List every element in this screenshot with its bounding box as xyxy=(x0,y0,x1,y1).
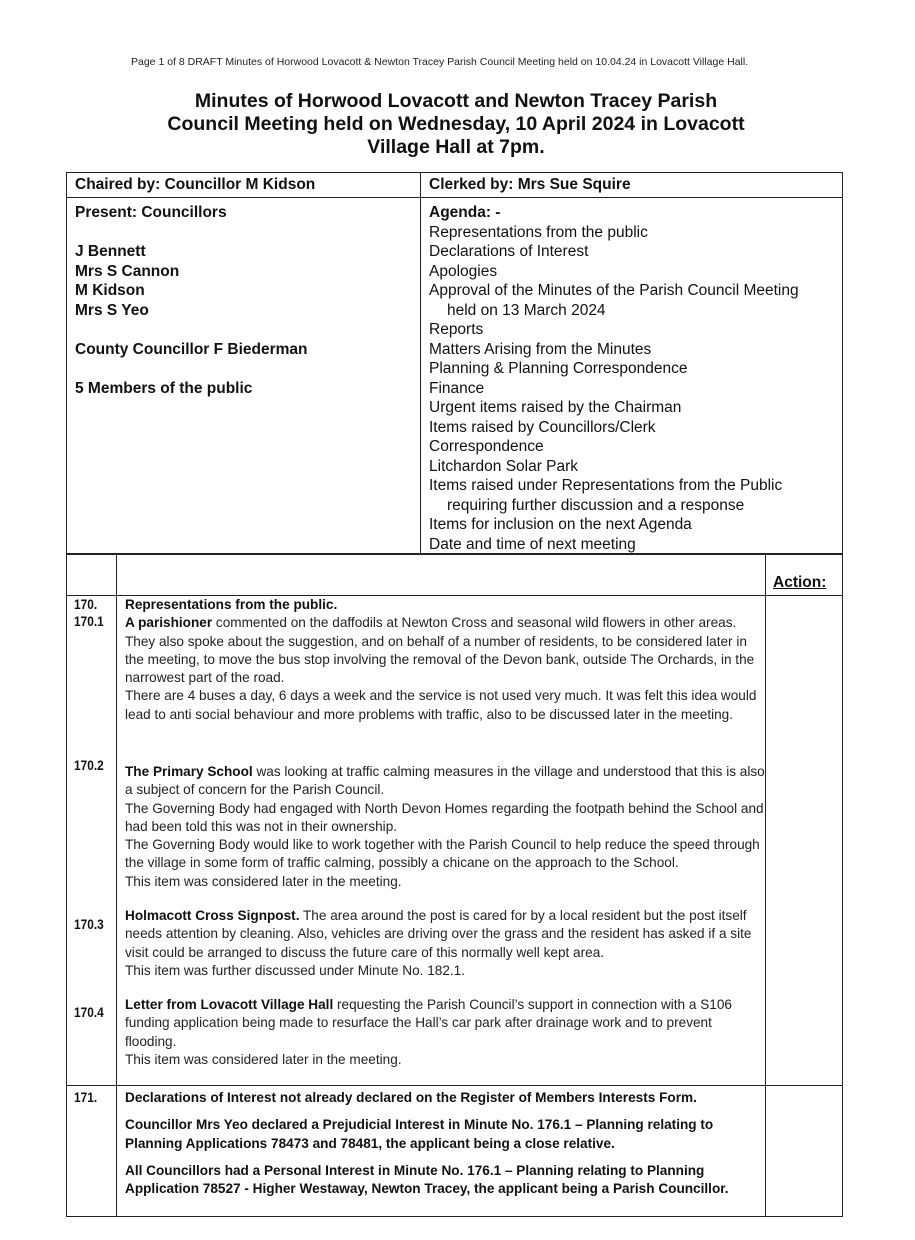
agenda-item: Declarations of Interest xyxy=(429,243,589,260)
header-table-col-divider xyxy=(420,172,421,554)
councillor-name: Mrs S Cannon xyxy=(75,262,180,280)
agenda-item: Urgent items raised by the Chairman xyxy=(429,399,682,416)
header-table-row-divider xyxy=(66,197,843,198)
minute-lead: Letter from Lovacott Village Hall xyxy=(125,997,334,1012)
minute-number: 170.3 xyxy=(74,917,104,932)
agenda-item: Finance xyxy=(429,379,485,397)
minute-lead: Holmacott Cross Signpost. xyxy=(125,908,300,923)
page-header: Page 1 of 8 DRAFT Minutes of Horwood Lovacott & Newton Tracey Parish Council Meeting held on 10.04.24 in Lovacott Village Hall. xyxy=(131,56,749,68)
minute-text: was looking at traffic calming measures in the village and understood that this is also a subject of concern for the Parish Council. xyxy=(125,764,765,798)
minute-heading: Declarations of Interest not already declared on the Register of Members Interests Form. xyxy=(125,1090,697,1105)
action-column-heading: Action: xyxy=(773,574,827,591)
minute-number: 170.2 xyxy=(74,758,104,773)
agenda-item: Matters Arising from the Minutes xyxy=(429,340,652,358)
title-line-3: Village Hall at 7pm. xyxy=(367,136,545,158)
county-councillor: County Councillor F Biederman xyxy=(75,340,308,358)
minute-number: 170.1 xyxy=(74,614,104,629)
minutes-num-col-divider xyxy=(116,554,117,1217)
minute-number: 171. xyxy=(74,1090,98,1105)
members-of-public: 5 Members of the public xyxy=(75,379,253,397)
agenda-item: Items raised under Representations from the Public xyxy=(429,477,783,494)
minute-lead: The Primary School xyxy=(125,764,253,779)
minute-text: requesting the Parish Council’s support in connection with a S106 funding application being made to resurface the Hall’s car park after drainage work and to prevent flooding. xyxy=(125,997,732,1049)
minute-text: There are 4 buses a day, 6 days a week and the service is not used very much. It was felt this idea would lead to anti social behaviour and more problems with traffic, also to be discussed later in the meeting. xyxy=(125,688,757,722)
minute-text: The Governing Body would like to work together with the Parish Council to help reduce the speed through the village in some form of traffic calming, possibly a chicane on the approach to the School. xyxy=(125,837,760,871)
title-line-2: Council Meeting held on Wednesday, 10 April 2024 in Lovacott xyxy=(167,113,745,135)
agenda-item: Items raised by Councillors/Clerk xyxy=(429,418,656,436)
minute-text: The Governing Body had engaged with North Devon Homes regarding the footpath behind the School and had been told this was not in their ownership. xyxy=(125,800,764,834)
minute-170-4 xyxy=(125,996,765,1069)
minute-170-1 xyxy=(125,596,765,724)
page-title xyxy=(66,90,846,159)
present-heading: Present: Councillors xyxy=(75,204,227,221)
agenda-list xyxy=(429,203,849,554)
agenda-item: Correspondence xyxy=(429,438,544,455)
minute-text: Councillor Mrs Yeo declared a Prejudicial Interest in Minute No. 176.1 – Planning relating to Planning Applications 78473 and 78481, the applicant being a close relative. xyxy=(125,1117,714,1151)
minute-170-2 xyxy=(125,763,765,891)
councillor-name: M Kidson xyxy=(75,282,145,299)
agenda-item: Litchardon Solar Park xyxy=(429,457,579,475)
chaired-by: Chaired by: Councillor M Kidson xyxy=(75,176,316,193)
minute-heading: Representations from the public. xyxy=(125,597,338,612)
agenda-item: held on 13 March 2024 xyxy=(447,301,606,319)
minute-number: 170. xyxy=(74,597,98,612)
minute-text: This item was further discussed under Minute No. 182.1. xyxy=(125,962,466,978)
minutes-row-divider xyxy=(66,1085,843,1086)
title-line-1: Minutes of Horwood Lovacott and Newton Tracey Parish xyxy=(194,90,718,112)
agenda-item: Planning & Planning Correspondence xyxy=(429,360,688,377)
minutes-action-col-divider xyxy=(765,554,766,1217)
minute-170-3 xyxy=(125,907,765,980)
minute-text: This item was considered later in the meeting. xyxy=(125,1051,402,1067)
agenda-item: Reports xyxy=(429,321,484,338)
present-list xyxy=(75,203,405,398)
minute-text: All Councillors had a Personal Interest in Minute No. 176.1 – Planning relating to Planning Application 78527 - Higher Westaway, Newton Tracey, the applicant being a Parish Councillor. xyxy=(125,1162,729,1197)
agenda-item: Representations from the public xyxy=(429,223,648,241)
agenda-item: requiring further discussion and a response xyxy=(447,496,745,514)
agenda-item: Items for inclusion on the next Agenda xyxy=(429,516,692,533)
clerked-by: Clerked by: Mrs Sue Squire xyxy=(429,176,631,193)
minute-text: commented on the daffodils at Newton Cross and seasonal wild flowers in other areas. They also spoke about the suggestion, and on behalf of a number of residents, to be considered later in the meeting, to move the bus stop involving the removal of the Devon bank, outside The Orchards, in the narrowest part of the road. xyxy=(125,615,755,686)
minute-text: The area around the post is cared for by a local resident but the post itself needs attention by cleaning. Also, vehicles are driving over the grass and the resident has asked if a site visit could be arranged to discuss the future care of this normally well kept area. xyxy=(125,908,752,960)
agenda-item: Apologies xyxy=(429,262,498,280)
minute-number: 170.4 xyxy=(74,1005,104,1020)
agenda-heading: Agenda: - xyxy=(429,204,501,221)
councillor-name: Mrs S Yeo xyxy=(75,301,149,319)
councillor-name: J Bennett xyxy=(75,243,146,260)
minute-lead: A parishioner xyxy=(125,615,213,631)
agenda-item: Approval of the Minutes of the Parish Council Meeting xyxy=(429,282,799,299)
minute-171 xyxy=(125,1089,765,1198)
agenda-item: Date and time of next meeting xyxy=(429,535,636,553)
minute-text: This item was considered later in the meeting. xyxy=(125,873,402,889)
